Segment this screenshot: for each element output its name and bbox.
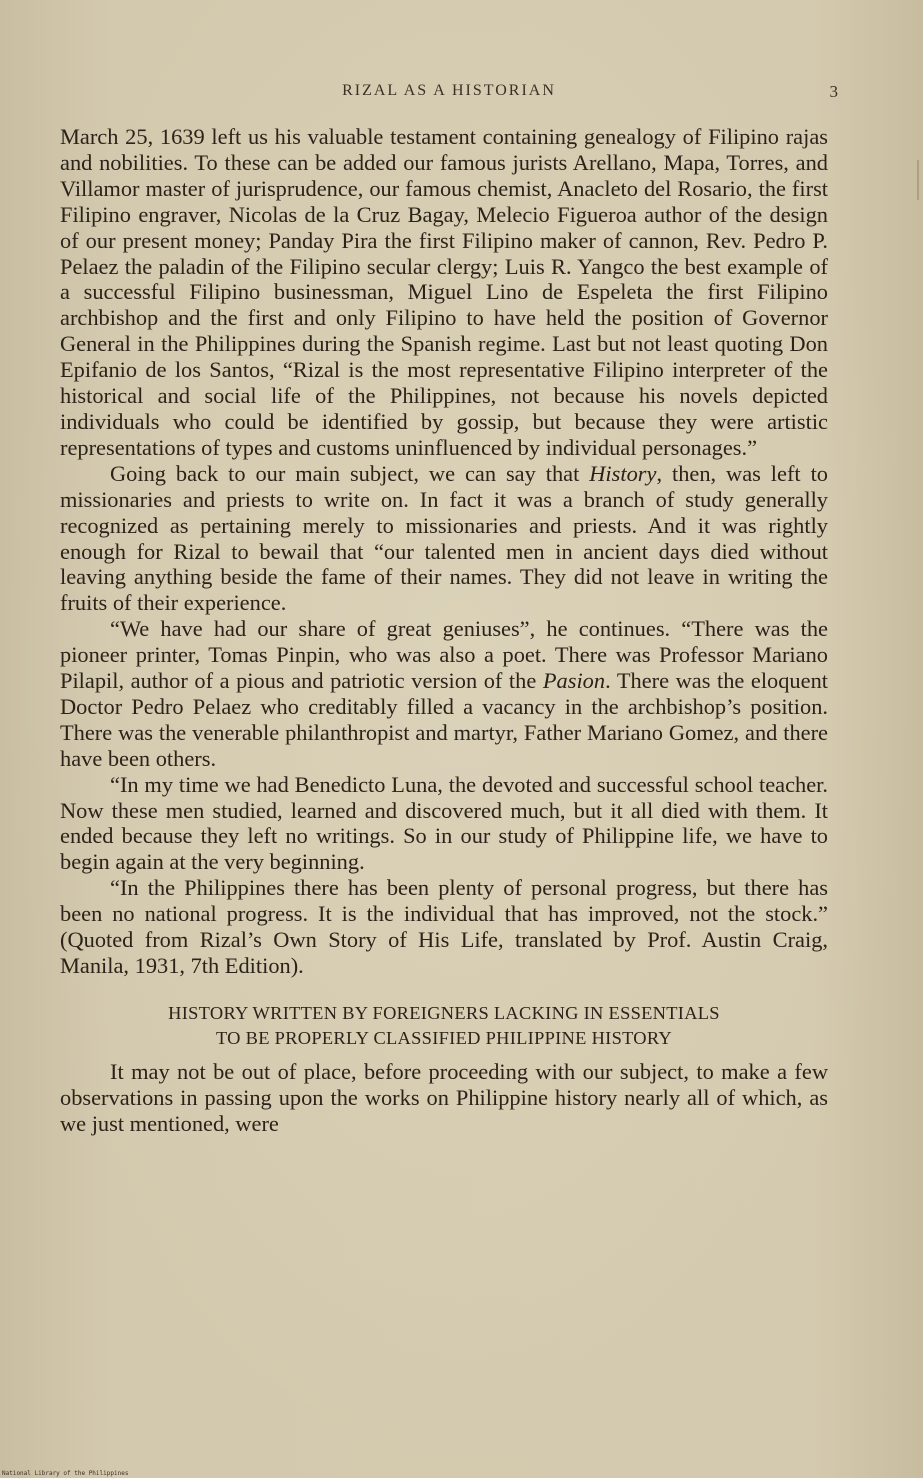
italic-text: History — [589, 460, 657, 486]
paragraph-text: , then, was left to missionaries and priests to write on. In fact it was a branch of study generally recognized as pertaining merely to missionaries and priests. And it was rightly enough for Rizal to bewail that “our talented men in ancient days died without leaving anything beside the fame of their names. They did not leave in writing the fruits of their experience. — [60, 460, 828, 616]
running-head — [60, 82, 838, 106]
section-heading — [60, 1001, 828, 1051]
paragraph: It may not be out of place, before proceeding with our subject, to make a few observations in passing upon the works on Philippine history nearly all of which, as we just mentioned, were — [60, 1058, 828, 1136]
paragraph-text: . There was the eloquent Doctor Pedro Pelaez who creditably filled a vacancy in the archbishop’s position. There was the venerable philanthropist and martyr, Father Mariano Gomez, and there have been others. — [60, 668, 828, 771]
paragraph — [60, 461, 828, 616]
italic-text: Pasion — [542, 668, 606, 694]
paragraph — [60, 875, 828, 979]
paragraph-text: Going back to our main subject, we can say that — [110, 460, 590, 486]
running-title: RIZAL AS A HISTORIAN — [342, 82, 556, 99]
page-number: 3 — [829, 82, 838, 101]
footer-credit: National Library of the Philippines — [2, 1470, 129, 1477]
body-text — [60, 124, 828, 1137]
paragraph — [60, 616, 828, 771]
paragraph — [60, 124, 828, 461]
paragraph-text: “In the Philippines there has been plenty of personal progress, but there has been no national progress. It is the individual that has improved, not the stock.” (Quoted from Rizal’s Own Story of His Life, translated by Prof. Austin Craig, Manila, 1931, 7th Edition). — [60, 875, 828, 978]
paragraph-text: “In my time we had Benedicto Luna, the devoted and successful school teacher. Now these men studied, learned and discovered much, but it all died with them. It ended because they left no writings. So in our study of Philippine life, we have to begin again at the very beginning. — [60, 771, 828, 875]
page-edge-mark — [917, 160, 919, 200]
paragraph-text: March 25, 1639 left us his valuable testament containing genealogy of Filipino rajas and nobilities. To these can be added our famous jurists Arellano, Mapa, Torres, and Villamor master of jurisprudence, our famous chemist, Anacleto del Rosario, the first Filipino engraver, Nicolas de la Cruz Bagay, Melecio Figueroa author of the design of our present money; Panday Pira the first Filipino maker of cannon, Rev. Pedro P. Pelaez the paladin of the Filipino secular clergy; Luis R. Yangco the best example of a successful Filipino businessman, Miguel Lino de Espeleta the first Filipino archbishop and the first and only Filipino to have held the position of Governor General in the Philippines during the Spanish regime. Last but not least quoting Don Epifanio de los Santos, “Rizal is the most representative Filipino interpreter of the historical and social life of the Philippines, not because his novels depicted individuals who could be identified by gossip, but because they were artistic representations of types and customs uninfluenced by individual personages.” — [60, 124, 828, 460]
paragraph — [60, 772, 828, 876]
section-heading-line: TO BE PROPERLY CLASSIFIED PHILIPPINE HISTORY — [215, 1027, 673, 1048]
section-heading-line: HISTORY WRITTEN BY FOREIGNERS LACKING IN ESSENTIALS — [168, 1002, 720, 1023]
paragraph-text: “We have had our share of great geniuses”, he continues. “There was the pioneer printer, Tomas Pinpin, who was also a poet. There was Professor Mariano Pilapil, author of a pious and patriotic version of the — [60, 616, 828, 694]
